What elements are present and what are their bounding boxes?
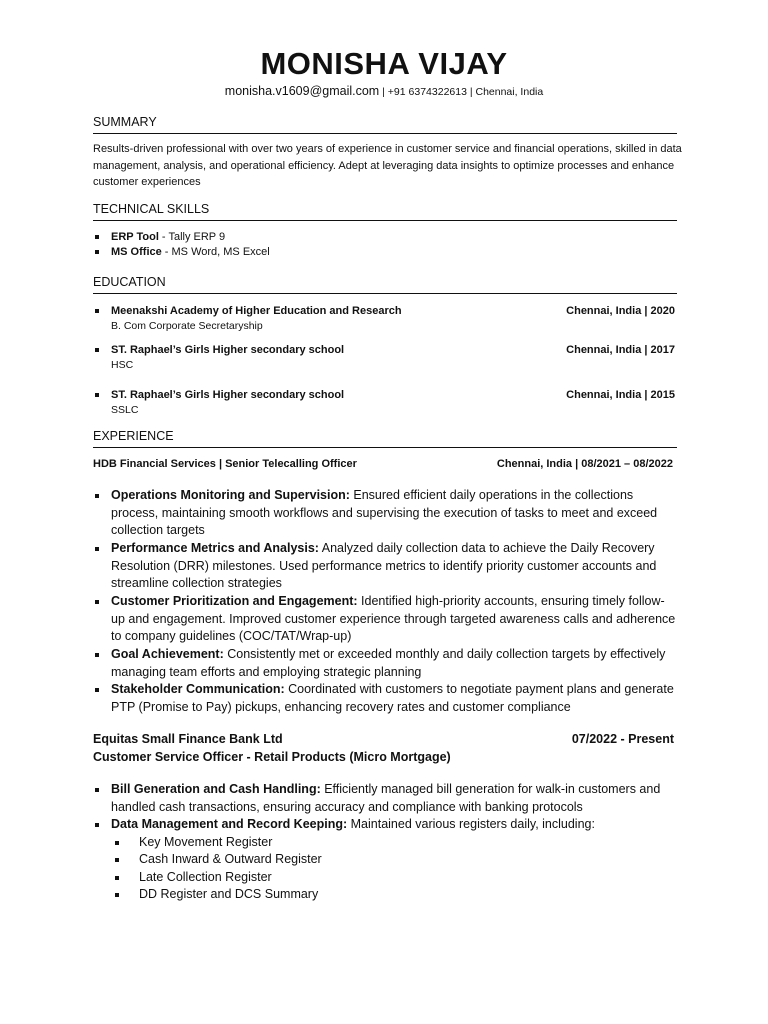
school-place-year: Chennai, India | 2015: [566, 389, 675, 401]
summary-heading: SUMMARY: [93, 114, 677, 134]
job1-bullet: [93, 681, 677, 716]
bullet-bold: Operations Monitoring and Supervision:: [111, 488, 350, 502]
bullet-text: Maintained various registers daily, including:: [347, 817, 595, 831]
bullet-square-icon: [95, 788, 99, 792]
bullet-bold: Bill Generation and Cash Handling:: [111, 782, 321, 796]
bullet-text: Consistently met or exceeded monthly and daily collection targets by effectively managing team efforts and employing strategic planning: [111, 647, 666, 679]
skill-label: MS Office: [111, 246, 162, 258]
job2-bullet: [93, 816, 677, 834]
bullet-square-icon: [95, 653, 99, 657]
school-place-year: Chennai, India | 2017: [566, 344, 675, 356]
school-place-year: Chennai, India | 2020: [566, 305, 675, 317]
bullet-square-icon: [115, 841, 119, 845]
skill-value: - Tally ERP 9: [158, 231, 226, 243]
job1-bullet: [93, 593, 677, 646]
contact-line: [0, 83, 768, 100]
degree: SSLC: [111, 404, 139, 416]
bullet-bold: Goal Achievement:: [111, 647, 224, 661]
bullet-square-icon: [95, 688, 99, 692]
bullet-square-icon: [95, 494, 99, 498]
job1-bullet: [93, 540, 677, 593]
education-heading: EDUCATION: [93, 274, 677, 294]
job1-bullet: [93, 646, 677, 681]
job2-company: Equitas Small Finance Bank Ltd: [93, 732, 283, 746]
skills-heading: TECHNICAL SKILLS: [93, 201, 677, 221]
job2-header: [93, 731, 674, 749]
register-item: [111, 834, 272, 852]
school-name: Meenakshi Academy of Higher Education and Research: [111, 305, 402, 317]
bullet-square-icon: [115, 893, 119, 897]
bullet-square-icon: [95, 600, 99, 604]
bullet-text: Ensured efficient daily operations in the collections process, maintaining smooth workflows and supervising the execution of tasks to meet and exceed collection targets: [111, 488, 658, 538]
degree: HSC: [111, 359, 134, 371]
job2-role: Customer Service Officer - Retail Products (Micro Mortgage): [93, 750, 451, 764]
bullet-square-icon: [95, 309, 99, 313]
job1-place-dates: Chennai, India | 08/2021 – 08/2022: [496, 458, 673, 470]
bullet-text: Identified high-priority accounts, ensuring timely follow-up and engagement. Improved customer experience through targeted awareness calls and adherence to company guidelines (COC/TAT/Wrap-up): [111, 594, 676, 644]
experience-heading: EXPERIENCE: [93, 428, 677, 448]
skill-value: - MS Word, MS Excel: [161, 246, 270, 258]
job2-dates: 07/2022 - Present: [571, 732, 674, 746]
job1-bullet: [93, 487, 677, 540]
bullet-bold: Performance Metrics and Analysis:: [111, 541, 319, 555]
location: Chennai, India: [475, 86, 544, 98]
phone-number: +91 6374322613: [387, 86, 467, 98]
contact-separator: |: [466, 86, 476, 98]
bullet-square-icon: [115, 876, 119, 880]
register-name: Key Movement Register: [139, 835, 273, 849]
bullet-square-icon: [95, 547, 99, 551]
degree: B. Com Corporate Secretaryship: [111, 320, 263, 332]
bullet-square-icon: [95, 823, 99, 827]
bullet-square-icon: [95, 235, 99, 239]
candidate-name: MONISHA VIJAY: [260, 46, 508, 81]
job2-bullet: [93, 781, 677, 816]
register-name: Late Collection Register: [139, 870, 272, 884]
bullet-square-icon: [95, 393, 99, 397]
job1-header: [93, 457, 673, 472]
bullet-square-icon: [115, 858, 119, 862]
register-name: DD Register and DCS Summary: [139, 887, 319, 901]
email-link[interactable]: monisha.v1609@gmail.com: [224, 84, 380, 98]
bullet-text: Analyzed daily collection data to achieve the Daily Recovery Resolution (DRR) milestones. Used performance metrics to identify priority customer accounts and streamline collection strategies: [111, 541, 657, 591]
bullet-square-icon: [95, 250, 99, 254]
bullet-text: Coordinated with customers to negotiate payment plans and generate PTP (Promise to Pay) pickups, enhancing recovery rates and customer compliance: [111, 682, 674, 714]
school-name: ST. Raphael’s Girls Higher secondary school: [111, 389, 345, 401]
bullet-bold: Stakeholder Communication:: [111, 682, 285, 696]
register-item: [111, 869, 272, 887]
bullet-square-icon: [95, 348, 99, 352]
register-item: [111, 851, 322, 869]
register-name: Cash Inward & Outward Register: [139, 852, 322, 866]
contact-separator: |: [379, 86, 388, 98]
school-name: ST. Raphael’s Girls Higher secondary school: [111, 344, 345, 356]
register-item: [111, 886, 318, 904]
summary-text: Results-driven professional with over two years of experience in customer service and financial operations, skilled in data management, analysis, and operational efficiency. Adept at leveraging data insights to optimize processes and enhance customer experiences: [93, 143, 682, 188]
bullet-bold: Data Management and Record Keeping:: [111, 817, 348, 831]
skill-label: ERP Tool: [111, 231, 159, 243]
bullet-text: Efficiently managed bill generation for walk-in customers and handled cash transactions, ensuring accuracy and compliance with banking protocols: [111, 782, 661, 814]
bullet-bold: Customer Prioritization and Engagement:: [111, 594, 358, 608]
job1-title: HDB Financial Services | Senior Telecalling Officer: [93, 458, 357, 470]
